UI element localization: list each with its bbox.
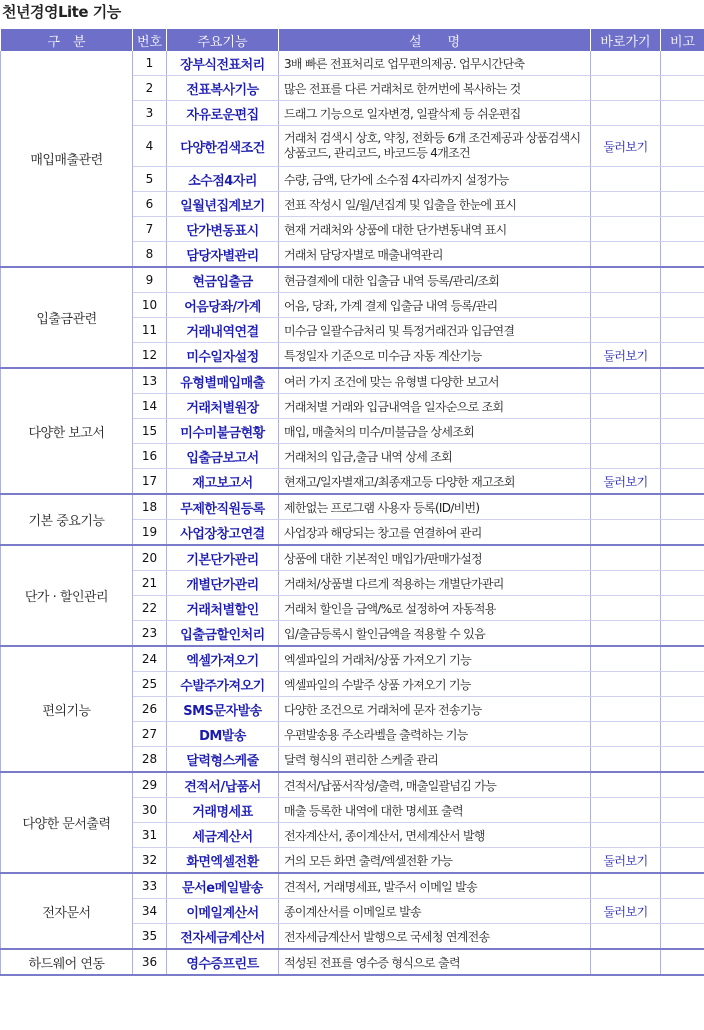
shortcut-link xyxy=(591,293,661,318)
description-cell: 특정일자 기준으로 미수금 자동 계산기능 xyxy=(279,343,591,369)
note-cell xyxy=(661,949,704,975)
shortcut-link xyxy=(591,722,661,747)
category-cell: 전자문서 xyxy=(1,873,133,949)
number-cell: 9 xyxy=(133,267,167,293)
note-cell xyxy=(661,924,704,950)
feature-cell: 엑셀가져오기 xyxy=(167,646,279,672)
description-cell: 전자세금계산서 발행으로 국세청 연계전송 xyxy=(279,924,591,950)
description-cell: 전자계산서, 종이계산서, 면세계산서 발행 xyxy=(279,823,591,848)
category-cell: 입출금관련 xyxy=(1,267,133,368)
note-cell xyxy=(661,520,704,546)
note-cell xyxy=(661,368,704,394)
description-cell: 엑셀파일의 거래처/상품 가져오기 기능 xyxy=(279,646,591,672)
feature-cell: 거래내역연결 xyxy=(167,318,279,343)
note-cell xyxy=(661,646,704,672)
note-cell xyxy=(661,217,704,242)
note-cell xyxy=(661,267,704,293)
note-cell xyxy=(661,419,704,444)
description-cell: 거래처 담당자별로 매출내역관리 xyxy=(279,242,591,268)
note-cell xyxy=(661,101,704,126)
shortcut-link xyxy=(591,596,661,621)
table-row xyxy=(1,494,704,520)
shortcut-link xyxy=(591,747,661,773)
shortcut-link[interactable]: 둘러보기 xyxy=(591,899,661,924)
note-cell xyxy=(661,747,704,773)
number-cell: 15 xyxy=(133,419,167,444)
feature-cell: 입출금할인처리 xyxy=(167,621,279,647)
number-cell: 26 xyxy=(133,697,167,722)
description-cell: 드래그 기능으로 일자변경, 일괄삭제 등 쉬운편집 xyxy=(279,101,591,126)
shortcut-link xyxy=(591,51,661,76)
feature-cell: 다양한검색조건 xyxy=(167,126,279,167)
shortcut-link[interactable]: 둘러보기 xyxy=(591,469,661,495)
note-cell xyxy=(661,697,704,722)
description-cell: 거래처별 거래와 입금내역을 일자순으로 조회 xyxy=(279,394,591,419)
shortcut-link xyxy=(591,494,661,520)
table-row xyxy=(1,267,704,293)
note-cell xyxy=(661,192,704,217)
description-cell: 매출 등록한 내역에 대한 명세표 출력 xyxy=(279,798,591,823)
note-cell xyxy=(661,722,704,747)
note-cell xyxy=(661,444,704,469)
number-cell: 6 xyxy=(133,192,167,217)
description-cell: 거래처의 입금,출금 내역 상세 조회 xyxy=(279,444,591,469)
shortcut-link xyxy=(591,621,661,647)
number-cell: 4 xyxy=(133,126,167,167)
feature-cell: 견적서/납품서 xyxy=(167,772,279,798)
category-cell: 기본 중요기능 xyxy=(1,494,133,545)
note-cell xyxy=(661,242,704,268)
header-description: 설 명 xyxy=(279,29,591,51)
number-cell: 17 xyxy=(133,469,167,495)
category-cell: 매입매출관련 xyxy=(1,51,133,267)
feature-cell: 세금계산서 xyxy=(167,823,279,848)
number-cell: 23 xyxy=(133,621,167,647)
note-cell xyxy=(661,772,704,798)
shortcut-link xyxy=(591,823,661,848)
description-cell: 많은 전표를 다른 거래처로 한꺼번에 복사하는 것 xyxy=(279,76,591,101)
description-cell: 다양한 조건으로 거래처에 문자 전송기능 xyxy=(279,697,591,722)
shortcut-link xyxy=(591,646,661,672)
note-cell xyxy=(661,76,704,101)
feature-cell: 전자세금계산서 xyxy=(167,924,279,950)
note-cell xyxy=(661,873,704,899)
note-cell xyxy=(661,318,704,343)
description-cell: 거래처 할인을 금액/%로 설정하여 자동적용 xyxy=(279,596,591,621)
note-cell xyxy=(661,494,704,520)
shortcut-link xyxy=(591,368,661,394)
shortcut-link xyxy=(591,167,661,192)
category-cell: 다양한 문서출력 xyxy=(1,772,133,873)
number-cell: 18 xyxy=(133,494,167,520)
shortcut-link xyxy=(591,697,661,722)
category-cell: 단가 · 할인관리 xyxy=(1,545,133,646)
feature-cell: 단가변동표시 xyxy=(167,217,279,242)
category-cell: 편의기능 xyxy=(1,646,133,772)
feature-cell: 거래처별원장 xyxy=(167,394,279,419)
feature-cell: 이메일계산서 xyxy=(167,899,279,924)
feature-cell: 재고보고서 xyxy=(167,469,279,495)
feature-cell: 수발주가져오기 xyxy=(167,672,279,697)
description-cell: 여러 가지 조건에 맞는 유형별 다양한 보고서 xyxy=(279,368,591,394)
feature-cell: 일월년집계보기 xyxy=(167,192,279,217)
note-cell xyxy=(661,596,704,621)
description-cell: 어음, 당좌, 가계 결제 입출금 내역 등록/관리 xyxy=(279,293,591,318)
description-cell: 달력 형식의 편리한 스케줄 관리 xyxy=(279,747,591,773)
feature-cell: 장부식전표처리 xyxy=(167,51,279,76)
number-cell: 34 xyxy=(133,899,167,924)
description-cell: 수량, 금액, 단가에 소수점 4자리까지 설정가능 xyxy=(279,167,591,192)
shortcut-link xyxy=(591,672,661,697)
feature-cell: 영수증프린트 xyxy=(167,949,279,975)
description-cell: 거래처 검색시 상호, 약칭, 전화등 6개 조건제공과 상품검색시 상품코드, 관리코드, 바코드등 4개조건 xyxy=(279,126,591,167)
number-cell: 8 xyxy=(133,242,167,268)
number-cell: 10 xyxy=(133,293,167,318)
shortcut-link xyxy=(591,924,661,950)
feature-cell: 사업장창고연결 xyxy=(167,520,279,546)
number-cell: 2 xyxy=(133,76,167,101)
table-body xyxy=(1,51,704,975)
note-cell xyxy=(661,798,704,823)
shortcut-link xyxy=(591,242,661,268)
number-cell: 1 xyxy=(133,51,167,76)
note-cell xyxy=(661,621,704,647)
number-cell: 3 xyxy=(133,101,167,126)
feature-cell: 문서e메일발송 xyxy=(167,873,279,899)
number-cell: 29 xyxy=(133,772,167,798)
shortcut-link xyxy=(591,101,661,126)
table-row xyxy=(1,545,704,571)
feature-cell: 어음당좌/가계 xyxy=(167,293,279,318)
shortcut-link[interactable]: 둘러보기 xyxy=(591,848,661,874)
header-number: 번호 xyxy=(133,29,167,51)
note-cell xyxy=(661,469,704,495)
number-cell: 20 xyxy=(133,545,167,571)
description-cell: 제한없는 프로그램 사용자 등록(ID/비번) xyxy=(279,494,591,520)
note-cell xyxy=(661,51,704,76)
note-cell xyxy=(661,293,704,318)
shortcut-link xyxy=(591,76,661,101)
shortcut-link xyxy=(591,394,661,419)
description-cell: 거의 모든 화면 출력/엑셀전환 가능 xyxy=(279,848,591,874)
feature-cell: 개별단가관리 xyxy=(167,571,279,596)
note-cell xyxy=(661,126,704,167)
header-feature: 주요기능 xyxy=(167,29,279,51)
description-cell: 엑셀파일의 수발주 상품 가져오기 기능 xyxy=(279,672,591,697)
shortcut-link xyxy=(591,267,661,293)
description-cell: 현금결제에 대한 입출금 내역 등록/관리/조회 xyxy=(279,267,591,293)
number-cell: 35 xyxy=(133,924,167,950)
table-row xyxy=(1,949,704,975)
description-cell: 미수금 일괄수금처리 및 특정거래건과 입금연결 xyxy=(279,318,591,343)
category-cell: 하드웨어 연동 xyxy=(1,949,133,975)
number-cell: 33 xyxy=(133,873,167,899)
note-cell xyxy=(661,672,704,697)
shortcut-link xyxy=(591,798,661,823)
number-cell: 31 xyxy=(133,823,167,848)
shortcut-link xyxy=(591,217,661,242)
table-row xyxy=(1,873,704,899)
feature-table xyxy=(0,29,704,976)
feature-cell: 미수일자설정 xyxy=(167,343,279,369)
feature-cell: 거래명세표 xyxy=(167,798,279,823)
description-cell: 종이계산서를 이메일로 발송 xyxy=(279,899,591,924)
feature-cell: 유형별매입매출 xyxy=(167,368,279,394)
number-cell: 36 xyxy=(133,949,167,975)
description-cell: 입/출금등록시 할인금액을 적용할 수 있음 xyxy=(279,621,591,647)
shortcut-link xyxy=(591,772,661,798)
number-cell: 16 xyxy=(133,444,167,469)
description-cell: 적성된 전표를 영수증 형식으로 출력 xyxy=(279,949,591,975)
note-cell xyxy=(661,571,704,596)
table-row xyxy=(1,772,704,798)
category-cell: 다양한 보고서 xyxy=(1,368,133,494)
feature-cell: 소수점4자리 xyxy=(167,167,279,192)
description-cell: 현재 거래처와 상품에 대한 단가변동내역 표시 xyxy=(279,217,591,242)
feature-cell: 현금입출금 xyxy=(167,267,279,293)
feature-cell: 거래처별할인 xyxy=(167,596,279,621)
feature-cell: 담당자별관리 xyxy=(167,242,279,268)
feature-cell: 기본단가관리 xyxy=(167,545,279,571)
shortcut-link[interactable]: 둘러보기 xyxy=(591,343,661,369)
number-cell: 28 xyxy=(133,747,167,773)
feature-cell: 화면엑셀전환 xyxy=(167,848,279,874)
feature-cell: 자유로운편집 xyxy=(167,101,279,126)
description-cell: 매입, 매출처의 미수/미불금을 상세조회 xyxy=(279,419,591,444)
number-cell: 27 xyxy=(133,722,167,747)
number-cell: 13 xyxy=(133,368,167,394)
header-shortcut: 바로가기 xyxy=(591,29,661,51)
shortcut-link xyxy=(591,192,661,217)
description-cell: 우편발송용 주소라벨을 출력하는 기능 xyxy=(279,722,591,747)
number-cell: 30 xyxy=(133,798,167,823)
description-cell: 전표 작성시 일/월/년집계 및 입출을 한눈에 표시 xyxy=(279,192,591,217)
note-cell xyxy=(661,394,704,419)
note-cell xyxy=(661,545,704,571)
number-cell: 22 xyxy=(133,596,167,621)
table-row xyxy=(1,646,704,672)
shortcut-link xyxy=(591,444,661,469)
shortcut-link xyxy=(591,318,661,343)
number-cell: 19 xyxy=(133,520,167,546)
feature-cell: DM발송 xyxy=(167,722,279,747)
page-title: 천년경영Lite 기능 xyxy=(2,3,121,21)
header-category: 구 분 xyxy=(1,29,133,51)
number-cell: 32 xyxy=(133,848,167,874)
shortcut-link xyxy=(591,419,661,444)
number-cell: 11 xyxy=(133,318,167,343)
description-cell: 현재고/일자별재고/최종재고등 다양한 재고조회 xyxy=(279,469,591,495)
number-cell: 5 xyxy=(133,167,167,192)
header-note: 비고 xyxy=(661,29,704,51)
feature-cell: 달력형스케줄 xyxy=(167,747,279,773)
description-cell: 거래처/상품별 다르게 적용하는 개별단가관리 xyxy=(279,571,591,596)
description-cell: 3배 빠른 전표처리로 업무편의제공. 업무시간단축 xyxy=(279,51,591,76)
description-cell: 견적서/납품서작성/출력, 매출일괄넘김 가능 xyxy=(279,772,591,798)
description-cell: 견적서, 거래명세표, 발주서 이메일 발송 xyxy=(279,873,591,899)
number-cell: 21 xyxy=(133,571,167,596)
feature-cell: 전표복사기능 xyxy=(167,76,279,101)
number-cell: 25 xyxy=(133,672,167,697)
shortcut-link xyxy=(591,571,661,596)
note-cell xyxy=(661,343,704,369)
table-row xyxy=(1,368,704,394)
note-cell xyxy=(661,823,704,848)
feature-cell: SMS문자발송 xyxy=(167,697,279,722)
shortcut-link xyxy=(591,949,661,975)
feature-cell: 무제한직원등록 xyxy=(167,494,279,520)
shortcut-link xyxy=(591,545,661,571)
description-cell: 상품에 대한 기본적인 매입가/판매가설정 xyxy=(279,545,591,571)
feature-cell: 미수미불금현황 xyxy=(167,419,279,444)
note-cell xyxy=(661,167,704,192)
note-cell xyxy=(661,899,704,924)
shortcut-link xyxy=(591,873,661,899)
number-cell: 12 xyxy=(133,343,167,369)
number-cell: 24 xyxy=(133,646,167,672)
table-header-row xyxy=(1,29,704,51)
feature-cell: 입출금보고서 xyxy=(167,444,279,469)
table-row xyxy=(1,51,704,76)
number-cell: 7 xyxy=(133,217,167,242)
shortcut-link[interactable]: 둘러보기 xyxy=(591,126,661,167)
shortcut-link xyxy=(591,520,661,546)
number-cell: 14 xyxy=(133,394,167,419)
note-cell xyxy=(661,848,704,874)
description-cell: 사업장과 해당되는 창고를 연결하여 관리 xyxy=(279,520,591,546)
